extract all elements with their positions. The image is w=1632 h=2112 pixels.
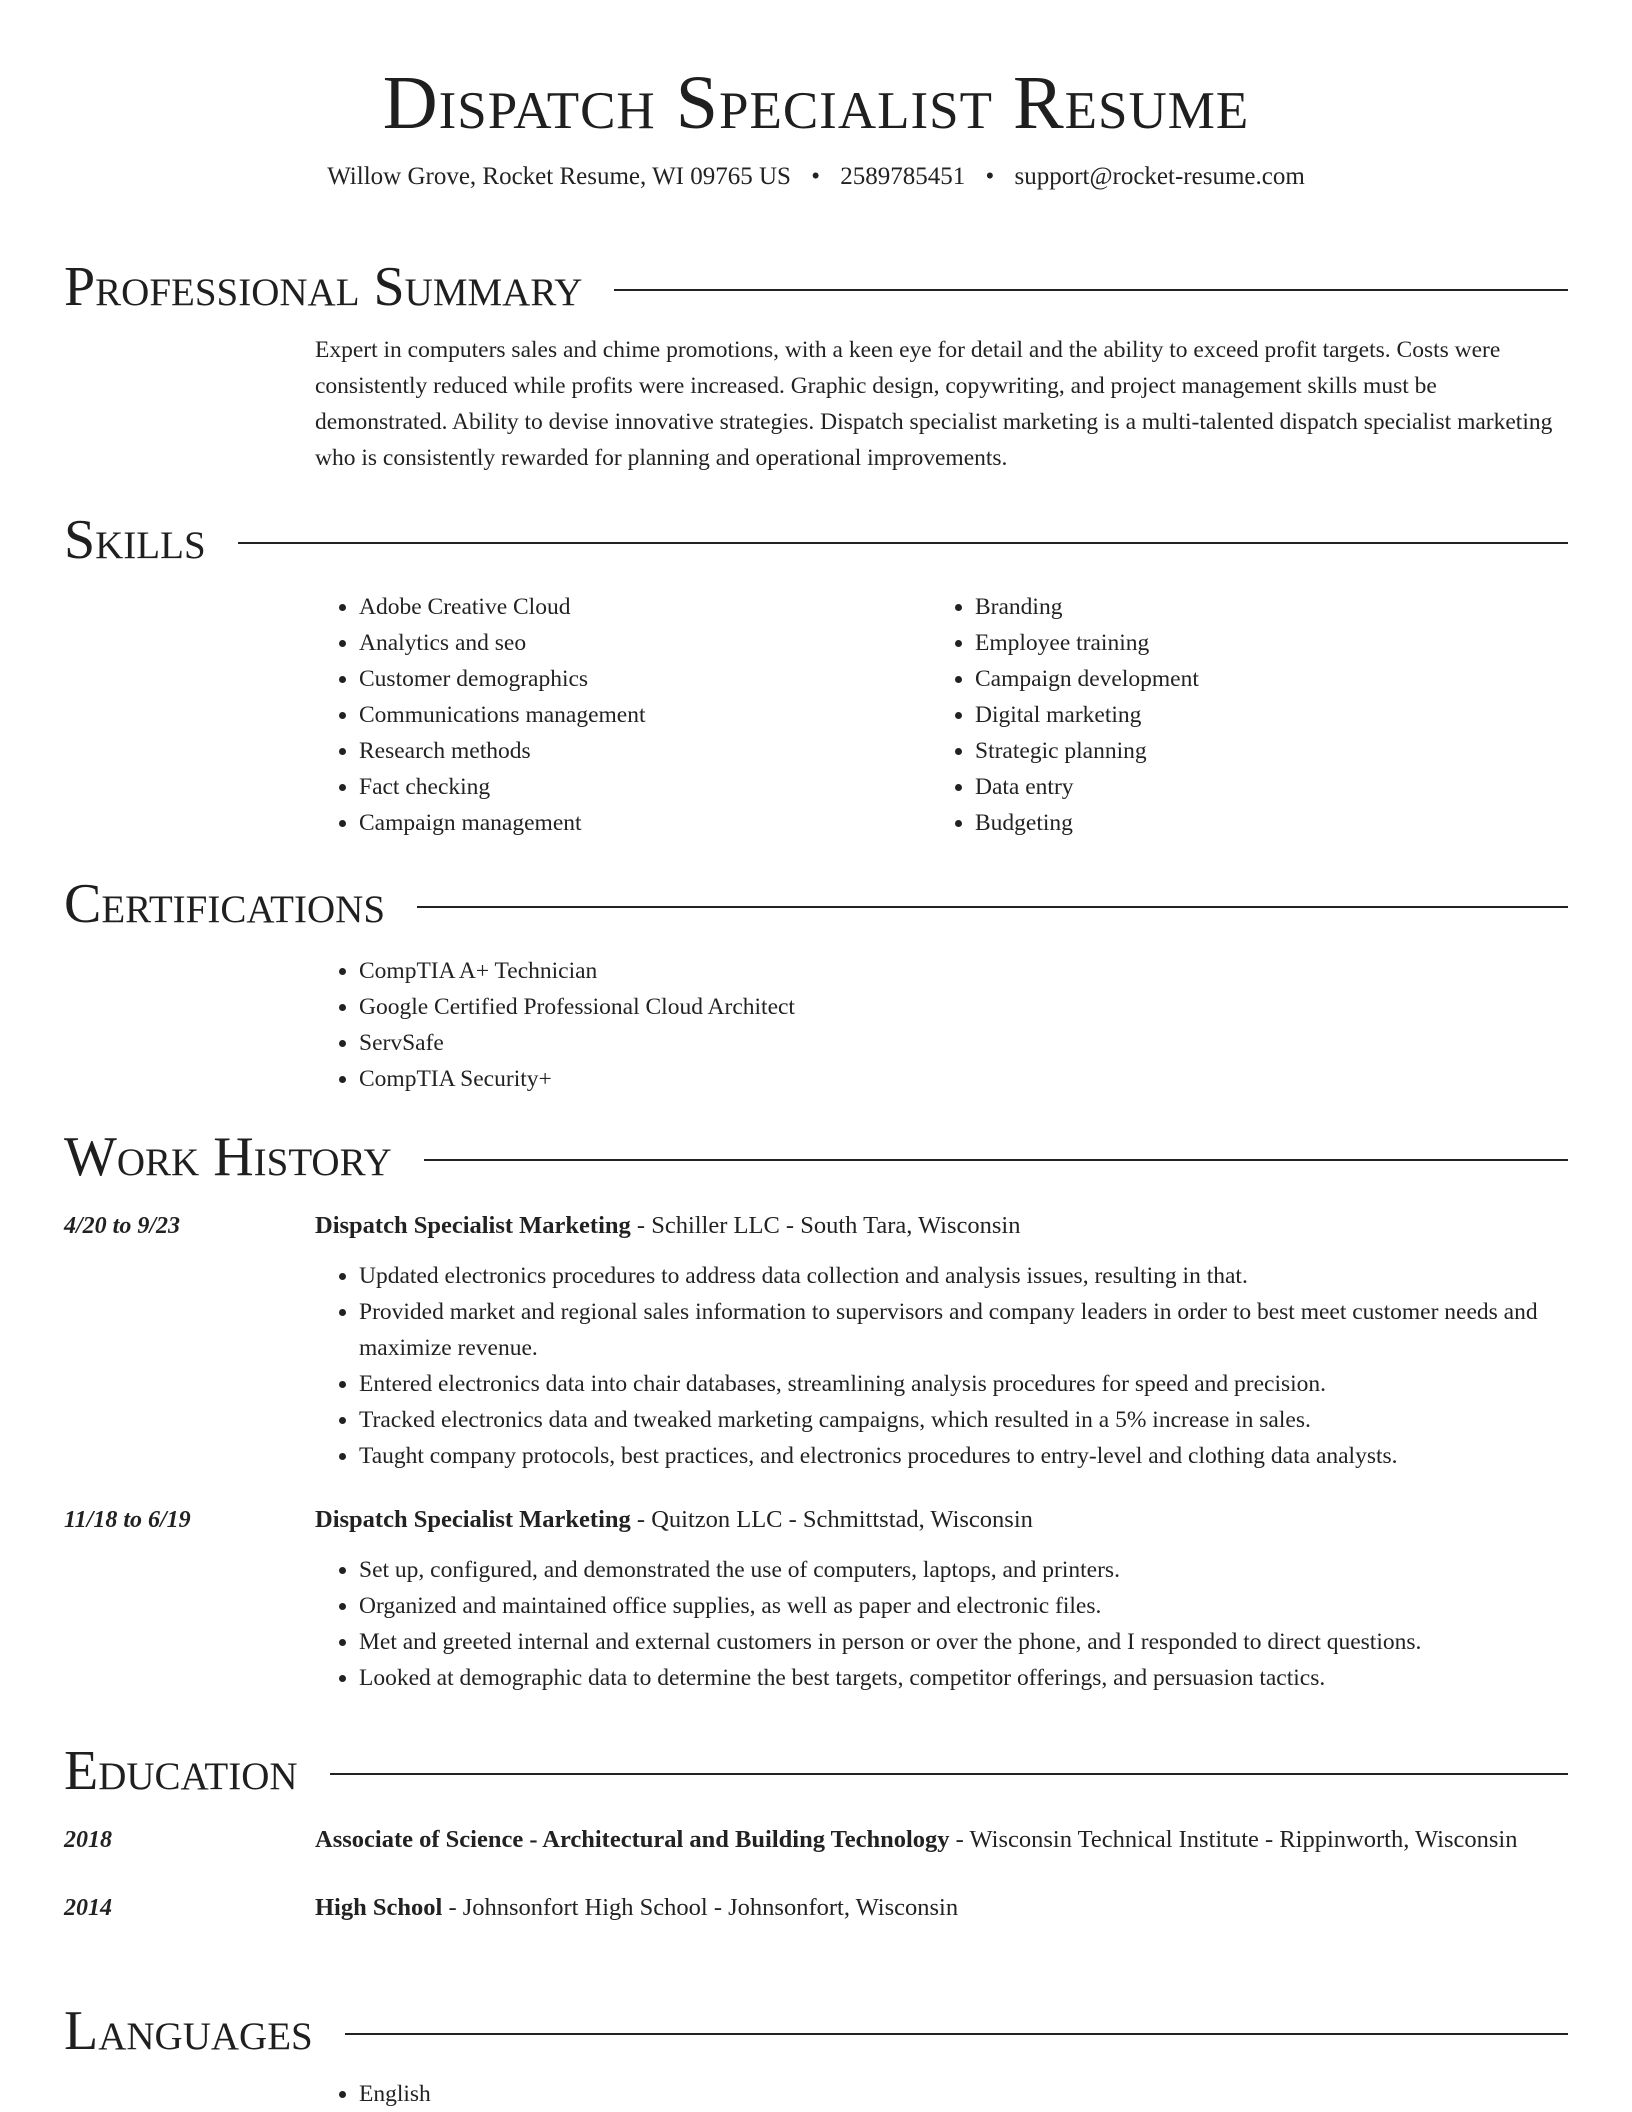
certification-item: • Google Certified Professional Cloud Architect xyxy=(359,989,1568,1025)
skills-header xyxy=(64,505,1568,575)
section-divider xyxy=(238,542,1568,544)
summary-heading: Professional Summary xyxy=(64,256,583,318)
certifications-heading: Certifications xyxy=(64,873,386,935)
skill-item: • Analytics and seo xyxy=(359,625,931,661)
contact-address: Willow Grove, Rocket Resume, WI 09765 US xyxy=(327,163,791,190)
skill-item: • Research methods xyxy=(359,733,931,769)
skills-list-right xyxy=(931,589,1547,841)
education-section xyxy=(64,1736,1568,1928)
job-company: - Quitzon LLC - Schmittstad, Wisconsin xyxy=(630,1506,1033,1533)
education-headline xyxy=(315,1888,1568,1928)
contact-email: support@rocket-resume.com xyxy=(1014,163,1305,190)
languages-heading: Languages xyxy=(64,2000,313,2062)
education-year: 2014 xyxy=(64,1895,112,1921)
skills-section xyxy=(64,505,1568,841)
job-title: Dispatch Specialist Marketing xyxy=(315,1212,631,1239)
job-duty: • Set up, configured, and demonstrated the use of computers, laptops, and printers. xyxy=(359,1552,1568,1588)
skill-item: • Campaign management xyxy=(359,805,931,841)
work-history-section xyxy=(64,1122,1568,1696)
education-degree: High School xyxy=(315,1894,443,1921)
contact-separator: • xyxy=(811,163,820,190)
certification-item: • CompTIA Security+ xyxy=(359,1061,1568,1097)
job-entry xyxy=(64,1206,1568,1474)
job-company: - Schiller LLC - South Tara, Wisconsin xyxy=(630,1212,1021,1239)
summary-header xyxy=(64,252,1568,322)
job-title: Dispatch Specialist Marketing xyxy=(315,1506,631,1533)
resume-title: Dispatch Specialist Resume xyxy=(382,61,1250,145)
skill-item: • Fact checking xyxy=(359,769,931,805)
languages-list xyxy=(315,2076,1568,2112)
education-degree: Associate of Science - Architectural and Building Technology xyxy=(315,1826,950,1853)
section-divider xyxy=(424,1159,1568,1161)
skill-item: • Strategic planning xyxy=(975,733,1547,769)
skill-item: • Data entry xyxy=(975,769,1547,805)
job-duty: • Entered electronics data into chair databases, streamlining analysis procedures for speed and precision. xyxy=(359,1366,1568,1402)
certification-item: • CompTIA A+ Technician xyxy=(359,953,1568,989)
education-year: 2018 xyxy=(64,1827,112,1853)
skills-heading: Skills xyxy=(64,509,206,571)
languages-section xyxy=(64,1996,1568,2112)
job-dates: 11/18 to 6/19 xyxy=(64,1507,191,1533)
work-history-header xyxy=(64,1122,1568,1192)
education-heading: Education xyxy=(64,1740,298,1802)
certifications-section xyxy=(64,869,1568,1097)
skill-item: • Adobe Creative Cloud xyxy=(359,589,931,625)
section-divider xyxy=(614,289,1568,291)
skills-list-left xyxy=(315,589,931,841)
summary-section xyxy=(64,252,1568,476)
skill-item: • Customer demographics xyxy=(359,661,931,697)
education-school: - Johnsonfort High School - Johnsonfort, Wisconsin xyxy=(442,1894,959,1921)
job-dates: 4/20 to 9/23 xyxy=(64,1213,181,1239)
contact-separator: • xyxy=(985,163,995,190)
education-school: - Wisconsin Technical Institute - Rippinworth, Wisconsin xyxy=(949,1826,1518,1853)
job-duties xyxy=(315,1258,1568,1474)
job-duty: • Updated electronics procedures to address data collection and analysis issues, resulting in that. xyxy=(359,1258,1568,1294)
job-duty: • Organized and maintained office supplies, as well as paper and electronic files. xyxy=(359,1588,1568,1624)
job-duty: • Provided market and regional sales information to supervisors and company leaders in order to best meet customer needs and maximize revenue. xyxy=(359,1294,1568,1366)
section-divider xyxy=(417,906,1568,908)
job-headline xyxy=(315,1500,1568,1540)
skill-item: • Digital marketing xyxy=(975,697,1547,733)
education-entry xyxy=(64,1888,1568,1928)
languages-header xyxy=(64,1996,1568,2066)
certifications-list xyxy=(315,953,1568,1097)
contact-line xyxy=(0,160,1632,194)
job-duty: • Looked at demographic data to determine the best targets, competitor offerings, and persuasion tactics. xyxy=(359,1660,1568,1696)
language-item: • English xyxy=(359,2076,1568,2112)
section-divider xyxy=(345,2033,1568,2035)
job-duty: • Tracked electronics data and tweaked marketing campaigns, which resulted in a 5% increase in sales. xyxy=(359,1402,1568,1438)
job-entry xyxy=(64,1500,1568,1696)
job-duty: • Taught company protocols, best practices, and electronics procedures to entry-level and clothing data analysts. xyxy=(359,1438,1568,1474)
section-divider xyxy=(330,1773,1568,1775)
job-headline xyxy=(315,1206,1568,1246)
contact-phone: 2589785451 xyxy=(840,163,966,190)
job-duty: • Met and greeted internal and external customers in person or over the phone, and I responded to direct questions. xyxy=(359,1624,1568,1660)
skill-item: • Budgeting xyxy=(975,805,1547,841)
certification-item: • ServSafe xyxy=(359,1025,1568,1061)
skill-item: • Branding xyxy=(975,589,1547,625)
summary-text: Expert in computers sales and chime promotions, with a keen eye for detail and the ability to exceed profit targets. Costs were consistently reduced while profits were increased. Graphic design, copywriting, and project management skills must be demonstrated. Ability to devise innovative strategies. Dispatch specialist marketing is a multi-talented dispatch specialist marketing who is consistently rewarded for planning and operational improvements. xyxy=(315,337,1553,471)
education-entry xyxy=(64,1820,1568,1860)
job-duties xyxy=(315,1552,1568,1696)
education-headline xyxy=(315,1820,1568,1860)
work-history-heading: Work History xyxy=(64,1126,392,1188)
skill-item: • Communications management xyxy=(359,697,931,733)
education-header xyxy=(64,1736,1568,1806)
skill-item: • Campaign development xyxy=(975,661,1547,697)
skill-item: • Employee training xyxy=(975,625,1547,661)
certifications-header xyxy=(64,869,1568,939)
